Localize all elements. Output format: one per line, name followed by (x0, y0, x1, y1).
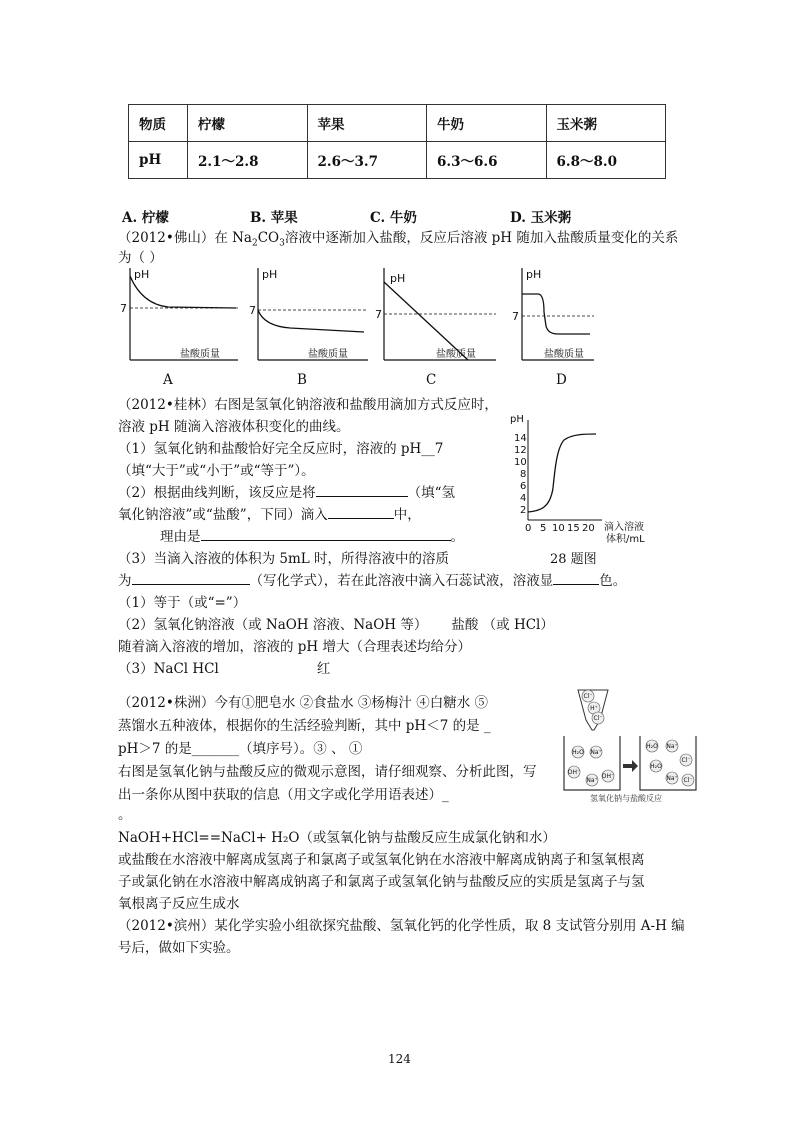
q4-line2: 蒸馏水五种液体，根据你的生活经验判断，其中 pH＜7 的是 _ (118, 718, 491, 734)
q3-line6: 氧化钠溶液”或“盐酸”，下同）滴入 中， (118, 503, 421, 523)
ion-label: OH⁻ (601, 773, 615, 780)
table-cell: 6.8～8.0 (546, 142, 666, 179)
chart-xtick: 5 (540, 523, 547, 534)
option-d: D. 玉米粥 (510, 210, 572, 226)
graph-a-xlabel: 盐酸质量 (180, 349, 220, 360)
q3-answer1: （1）等于（或“=”） (118, 595, 247, 611)
titration-curve (528, 434, 596, 512)
graph-a-ylabel: pH (134, 268, 150, 281)
graph-a (130, 268, 238, 360)
graph-label-a: A (163, 372, 173, 388)
ph-table (128, 104, 666, 179)
chart-ytick: 2 (520, 505, 527, 516)
ion-label: Na⁺ (586, 777, 598, 784)
q4-answer2: 或盐酸在水溶液中解离成氢离子和氯离子或氢氧化钠在水溶液中解离成钠离子和氢氧根离 (118, 852, 645, 868)
ion-label: Na⁺ (590, 749, 602, 756)
table-header-row (129, 105, 666, 142)
micro-diagram (560, 686, 700, 804)
graph-label-d: D (556, 372, 567, 388)
chart-caption: 28 题图 (550, 552, 597, 567)
table-cell: 6.3～6.6 (427, 142, 547, 179)
q4-answer1: NaOH+HCl==NaCl+ H₂O（或氢氧化钠与盐酸反应生成氯化钠和水） (118, 830, 556, 846)
graph-d-xlabel: 盐酸质量 (544, 349, 584, 360)
q4-line6: 。 (118, 807, 132, 823)
chart-ytick: 14 (514, 433, 527, 444)
table-cell: 2.6～3.7 (307, 142, 427, 179)
q3-line1: （2012•桂林）右图是氢氧化钠溶液和盐酸用滴加方式反应时， (118, 397, 498, 413)
q3-answer2: （2）氢氧化钠溶液（或 NaOH 溶液、NaOH 等） 盐酸 （或 HCl） (118, 617, 554, 633)
q3-line4: （填“大于”或“小于”或“等于”）。 (118, 463, 315, 479)
chart-xtick: 0 (525, 523, 532, 534)
graph-label-c: C (426, 372, 437, 388)
q3-answer3: 随着滴入溶液的增加，溶液的 pH 增大（合理表述均给分） (118, 639, 471, 655)
chart-xlabel: 体积/mL (606, 534, 645, 545)
chart-xtick: 20 (582, 523, 595, 534)
q4-answer3: 子或氯化钠在水溶液中解离成钠离子和氯离子或氢氧化钠与盐酸反应的实质是氢离子与氢 (118, 874, 645, 890)
table-row (129, 142, 666, 179)
q3-line9: 为 （写化学式），若在此溶液中滴入石蕊试液，溶液显 色。 (118, 569, 626, 589)
option-c: C. 牛奶 (370, 210, 417, 226)
chart-xlabel: 滴入溶液 (604, 522, 644, 533)
chart-ytick: 8 (520, 469, 527, 480)
table-cell: 牛奶 (427, 105, 547, 142)
graph-d (522, 268, 594, 360)
graph-b (258, 268, 368, 360)
ion-label: H₂O (650, 763, 662, 770)
q4-line4: 右图是氢氧化钠与盐酸反应的微观示意图，请仔细观察、分析此图，写 (118, 764, 537, 780)
q3-line5: （2）根据曲线判断，该反应是将 （填“氢 (118, 481, 455, 501)
q3-line3: （1）氢氧化钠和盐酸恰好完全反应时，溶液的 pH__7 (118, 441, 444, 457)
q4-line5: 出一条你从图中获取的信息（用文字或化学用语表述）_ (118, 787, 449, 803)
graph-b-ylabel: pH (262, 268, 278, 281)
table-cell: 玉米粥 (546, 105, 666, 142)
q4-line3: pH＞7 的是_______（填序号）。③ 、 ① (118, 741, 363, 757)
graph-b-xlabel: 盐酸质量 (308, 349, 348, 360)
graph-c-seven: 7 (375, 308, 382, 321)
graph-b-seven: 7 (249, 304, 256, 317)
ion-label: H⁺ (590, 705, 598, 712)
q3-line8: （3）当滴入溶液的体积为 5mL 时，所得溶液中的溶质 (118, 551, 450, 567)
graph-d-ylabel: pH (526, 268, 542, 281)
q2-graphs (118, 264, 598, 368)
q3-line7: 理由是 。 (118, 525, 464, 545)
q4-answer4: 氧根离子反应生成水 (118, 896, 240, 912)
ion-label: Na⁺ (666, 743, 678, 750)
ion-label: OH⁻ (567, 769, 581, 776)
graph-c-xlabel: 盐酸质量 (436, 349, 476, 360)
option-a: A. 柠檬 (122, 210, 169, 226)
table-cell: 苹果 (307, 105, 427, 142)
graph-a-seven: 7 (120, 302, 127, 315)
page-number: 124 (388, 1052, 411, 1066)
chart-ytick: 4 (520, 493, 527, 504)
option-b: B. 苹果 (250, 210, 298, 226)
chart-xtick: 10 (552, 523, 565, 534)
ion-label: Cl⁻ (593, 715, 603, 722)
table-cell: pH (129, 142, 188, 179)
q4-line1: （2012•株洲）今有①肥皂水 ②食盐水 ③杨梅汁 ④白糖水 ⑤ (118, 695, 488, 711)
q2-line2: 为（ ） (118, 250, 163, 266)
ion-label: Na⁺ (666, 775, 678, 782)
q2-line1: （2012•佛山）在 $Na_2CO_3$溶液中逐渐加入盐酸，反应后溶液 pH 随加入盐酸质量变化的关系 (118, 230, 679, 249)
table-cell: 物质 (129, 105, 188, 142)
q3-line2: 溶液 pH 随滴入溶液体积变化的曲线。 (118, 419, 350, 435)
chart-ylabel: pH (510, 414, 524, 425)
q3-answer4: （3）NaCl HCl 红 (118, 661, 331, 677)
q5-line1: （2012•滨州）某化学实验小组欲探究盐酸、氢氧化钙的化学性质，取 8 支试管分别用 A-H 编 (118, 918, 685, 934)
chart-ytick: 6 (520, 481, 527, 492)
titration-chart (500, 408, 660, 548)
chart-ytick: 12 (514, 445, 527, 456)
ion-label: H₂O (572, 749, 584, 756)
q5-line2: 号后，做如下实验。 (118, 940, 240, 956)
table-cell: 柠檬 (188, 105, 308, 142)
micro-caption: 氢氧化钠与盐酸反应 (590, 794, 662, 803)
chart-ytick: 10 (514, 457, 527, 468)
chart-xtick: 15 (567, 523, 580, 534)
table-cell: 2.1～2.8 (188, 142, 308, 179)
graph-d-seven: 7 (512, 310, 519, 323)
ion-label: H₂O (646, 743, 658, 750)
graph-label-b: B (297, 372, 307, 388)
ion-label: Cl⁻ (683, 777, 693, 784)
ion-label: Cl⁻ (681, 757, 691, 764)
graph-c-ylabel: pH (390, 272, 406, 285)
ion-label: Cl⁻ (583, 693, 593, 700)
